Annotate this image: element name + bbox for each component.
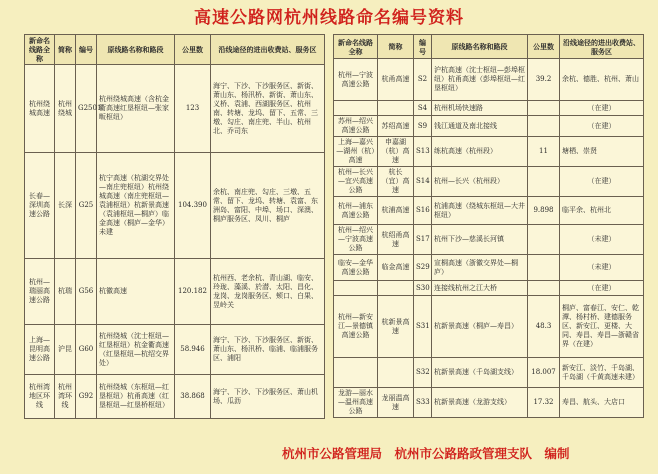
- row-code: S2: [414, 59, 432, 101]
- header-toll: 沿线途径的进出收费站、服务区: [560, 35, 644, 59]
- row-toll: 塘栖、崇贤: [560, 137, 644, 167]
- header-abbr: 简称: [55, 35, 76, 65]
- table-row: [25, 153, 325, 259]
- row-km: 17.32: [528, 388, 560, 418]
- row-km: 11: [528, 137, 560, 167]
- header-code: 编号: [414, 35, 432, 59]
- header-new-name: 新命名线路全称: [334, 35, 378, 59]
- row-route: 杭州—长兴（杭州段）: [432, 167, 528, 197]
- row-toll: （未建）: [560, 225, 644, 255]
- row-abbr: 长深: [55, 153, 76, 259]
- row-abbr: 临金高速: [378, 255, 414, 281]
- row-abbr: 杭浦高速: [378, 197, 414, 225]
- row-route: 杭新景高速（龙游支线）: [432, 388, 528, 418]
- table-row: [334, 358, 644, 388]
- row-new-name: [334, 358, 378, 388]
- row-code: S9: [414, 116, 432, 137]
- row-toll: （在建）: [560, 281, 644, 296]
- row-km: [528, 255, 560, 281]
- row-abbr: 杭州绕城: [55, 65, 76, 153]
- row-new-name: 上海—嘉兴—湖州（杭）高速: [334, 137, 378, 167]
- row-new-name: 杭州—宁波高速公路: [334, 59, 378, 101]
- row-route: 宣桐高速（浙徽交界处—桐庐）: [432, 255, 528, 281]
- row-new-name: 杭州—绍兴—宁波高速公路: [334, 225, 378, 255]
- row-route: 沪杭高速（沈士枢纽—彭埠枢纽）杭甬高速（彭埠枢纽—红垦枢纽）: [432, 59, 528, 101]
- row-route: 杭州绕城（沈士枢纽—红垦枢纽）杭金衢高速（红垦枢纽—杭绍交界处）: [97, 325, 175, 375]
- row-toll: （在建）: [560, 167, 644, 197]
- row-code: G2501: [76, 65, 97, 153]
- row-new-name: 杭州—浦东高速公路: [334, 197, 378, 225]
- row-abbr: 杭州湾环线: [55, 375, 76, 419]
- header-new-name: 新命名线路全称: [25, 35, 55, 65]
- row-km: [528, 116, 560, 137]
- row-code: S29: [414, 255, 432, 281]
- row-abbr: 杭绍甬高速: [378, 225, 414, 255]
- table-row: [334, 116, 644, 137]
- row-new-name: [334, 281, 378, 296]
- row-toll: 余杭、德胜、杭州、萧山: [560, 59, 644, 101]
- right-route-table: [333, 34, 644, 418]
- row-km: 123: [175, 65, 211, 153]
- table-row: [334, 59, 644, 101]
- table-row: [25, 259, 325, 325]
- row-km: 9.898: [528, 197, 560, 225]
- row-abbr: 申嘉湖（杭）高速: [378, 137, 414, 167]
- row-km: 39.2: [528, 59, 560, 101]
- header-route: 原线路名称和路段: [97, 35, 175, 65]
- row-route: 杭新景高速（千岛湖支线）: [432, 358, 528, 388]
- table-row: [334, 167, 644, 197]
- table-row: [25, 325, 325, 375]
- row-route: 杭宁高速（杭湖交界处—南庄兜枢纽）杭州绕城高速（南庄兜枢纽—袁浦枢纽）杭新景高速（袁浦枢纽—桐庐）临金高速（桐庐—金华）未建: [97, 153, 175, 259]
- row-km: 58.946: [175, 325, 211, 375]
- row-km: [528, 281, 560, 296]
- row-toll: （未建）: [560, 255, 644, 281]
- row-abbr: [378, 281, 414, 296]
- table-header-row: [25, 35, 325, 65]
- row-toll: 新安江、淡竹、千岛湖、千岛湖（千黄高速未建）: [560, 358, 644, 388]
- table-row: [334, 388, 644, 418]
- row-route: 杭州绕城高速（含杭金衢高速红垦枢纽—张家畈枢纽）: [97, 65, 175, 153]
- row-new-name: 杭州—新安江—景德镇高速公路: [334, 296, 378, 358]
- row-abbr: 杭瑞: [55, 259, 76, 325]
- row-route: 连接线杭州之江大桥: [432, 281, 528, 296]
- row-km: [528, 101, 560, 116]
- table-row: [334, 101, 644, 116]
- row-toll: 临平余、杭州北: [560, 197, 644, 225]
- row-new-name: 龙游—丽水—温州高速公路: [334, 388, 378, 418]
- table-row: [334, 137, 644, 167]
- row-route: 杭州绕城（东枢纽—红垦枢纽）杭甬高速（红垦枢纽—红垦桥枢纽）: [97, 375, 175, 419]
- row-code: S30: [414, 281, 432, 296]
- row-abbr: 龙丽温高速: [378, 388, 414, 418]
- row-new-name: 杭州—长兴—宜兴高速公路: [334, 167, 378, 197]
- row-code: G56: [76, 259, 97, 325]
- row-new-name: 长春—深圳高速公路: [25, 153, 55, 259]
- table-row: [334, 225, 644, 255]
- row-route: 杭浦高速（绕城东枢纽—大井枢纽）: [432, 197, 528, 225]
- row-new-name: 杭州绕城高速: [25, 65, 55, 153]
- header-route: 原线路名称和路段: [432, 35, 528, 59]
- row-toll: 海宁、下沙、下沙服务区、新街、萧山东、杨汛桥、临浦、临浦服务区、浦阳: [211, 325, 325, 375]
- row-toll: 杭州西、老余杭、青山湖、临安、玲珑、藻溪、於潜、太阳、昌化、龙岗、龙岗服务区、颊口、白果、昱岭关: [211, 259, 325, 325]
- row-toll: 桐庐、富春江、安仁、乾潭、杨村桥、建德服务区、新安江、更楼、大同、寿昌、寿昌—浙赣省界（在建）: [560, 296, 644, 358]
- page-title: 高速公路网杭州线路命名编号资料: [194, 8, 464, 28]
- row-km: [528, 225, 560, 255]
- row-code: G25: [76, 153, 97, 259]
- row-km: 48.3: [528, 296, 560, 358]
- table-row: [334, 296, 644, 358]
- header-toll: 沿线途径的进出收费站、服务区: [211, 35, 325, 65]
- row-toll: 余杭、南庄兜、勾庄、三墩、五常、留下、龙坞、转塘、袁富、东洲岛、富阳、中埠、场口、深澳、桐庐服务区、凤川、桐庐: [211, 153, 325, 259]
- row-code: S32: [414, 358, 432, 388]
- row-km: [528, 167, 560, 197]
- row-abbr: [378, 358, 414, 388]
- row-km: 120.182: [175, 259, 211, 325]
- table-row: [334, 255, 644, 281]
- row-new-name: 杭州—瑞丽高速公路: [25, 259, 55, 325]
- row-code: G60: [76, 325, 97, 375]
- row-code: S17: [414, 225, 432, 255]
- row-abbr: 杭新景高速: [378, 296, 414, 358]
- row-code: S4: [414, 101, 432, 116]
- row-code: S31: [414, 296, 432, 358]
- row-km: 104.390: [175, 153, 211, 259]
- row-km: 18.007: [528, 358, 560, 388]
- header-km: 公里数: [175, 35, 211, 65]
- table-row: [334, 281, 644, 296]
- row-new-name: 上海—昆明高速公路: [25, 325, 55, 375]
- row-abbr: 苏绍高速: [378, 116, 414, 137]
- row-toll: 海宁、下沙、下沙服务区、萧山机场、瓜沥: [211, 375, 325, 419]
- row-abbr: 沪昆: [55, 325, 76, 375]
- row-toll: （在建）: [560, 116, 644, 137]
- left-route-table: [24, 34, 325, 419]
- row-toll: 寿昌、航头、大店口: [560, 388, 644, 418]
- row-new-name: 杭州湾地区环线: [25, 375, 55, 419]
- header-abbr: 简称: [378, 35, 414, 59]
- table-row: [25, 65, 325, 153]
- row-new-name: 苏州—绍兴高速公路: [334, 116, 378, 137]
- header-km: 公里数: [528, 35, 560, 59]
- table-header-row: [334, 35, 644, 59]
- row-code: S33: [414, 388, 432, 418]
- row-code: S16: [414, 197, 432, 225]
- row-route: 杭徽高速: [97, 259, 175, 325]
- footer-credit: 杭州市公路管理局 杭州市公路路政管理支队 编制: [282, 446, 570, 461]
- row-code: S13: [414, 137, 432, 167]
- row-code: S14: [414, 167, 432, 197]
- row-route: 杭新景高速（桐庐—寿昌）: [432, 296, 528, 358]
- table-row: [25, 375, 325, 419]
- row-km: 38.868: [175, 375, 211, 419]
- row-route: 练杭高速（杭州段）: [432, 137, 528, 167]
- row-abbr: 杭甬高速: [378, 59, 414, 101]
- row-abbr: [378, 101, 414, 116]
- row-toll: （在建）: [560, 101, 644, 116]
- row-route: 钱江通道及南北接线: [432, 116, 528, 137]
- table-row: [334, 197, 644, 225]
- row-toll: 海宁、下沙、下沙服务区、新街、萧山东、杨汛桥、新街、萧山东、义桥、袁浦、西湖服务区、杭州南、转塘、龙坞、留下、五常、三墩、勾庄、南庄兜、半山、杭州北、乔司东: [211, 65, 325, 153]
- row-route: 杭州机场快速路: [432, 101, 528, 116]
- row-new-name: 临安—金华高速公路: [334, 255, 378, 281]
- row-new-name: [334, 101, 378, 116]
- row-code: G92: [76, 375, 97, 419]
- row-abbr: 杭长（宜）高速: [378, 167, 414, 197]
- row-route: 杭州下沙—慈溪长河镇: [432, 225, 528, 255]
- header-code: 编号: [76, 35, 97, 65]
